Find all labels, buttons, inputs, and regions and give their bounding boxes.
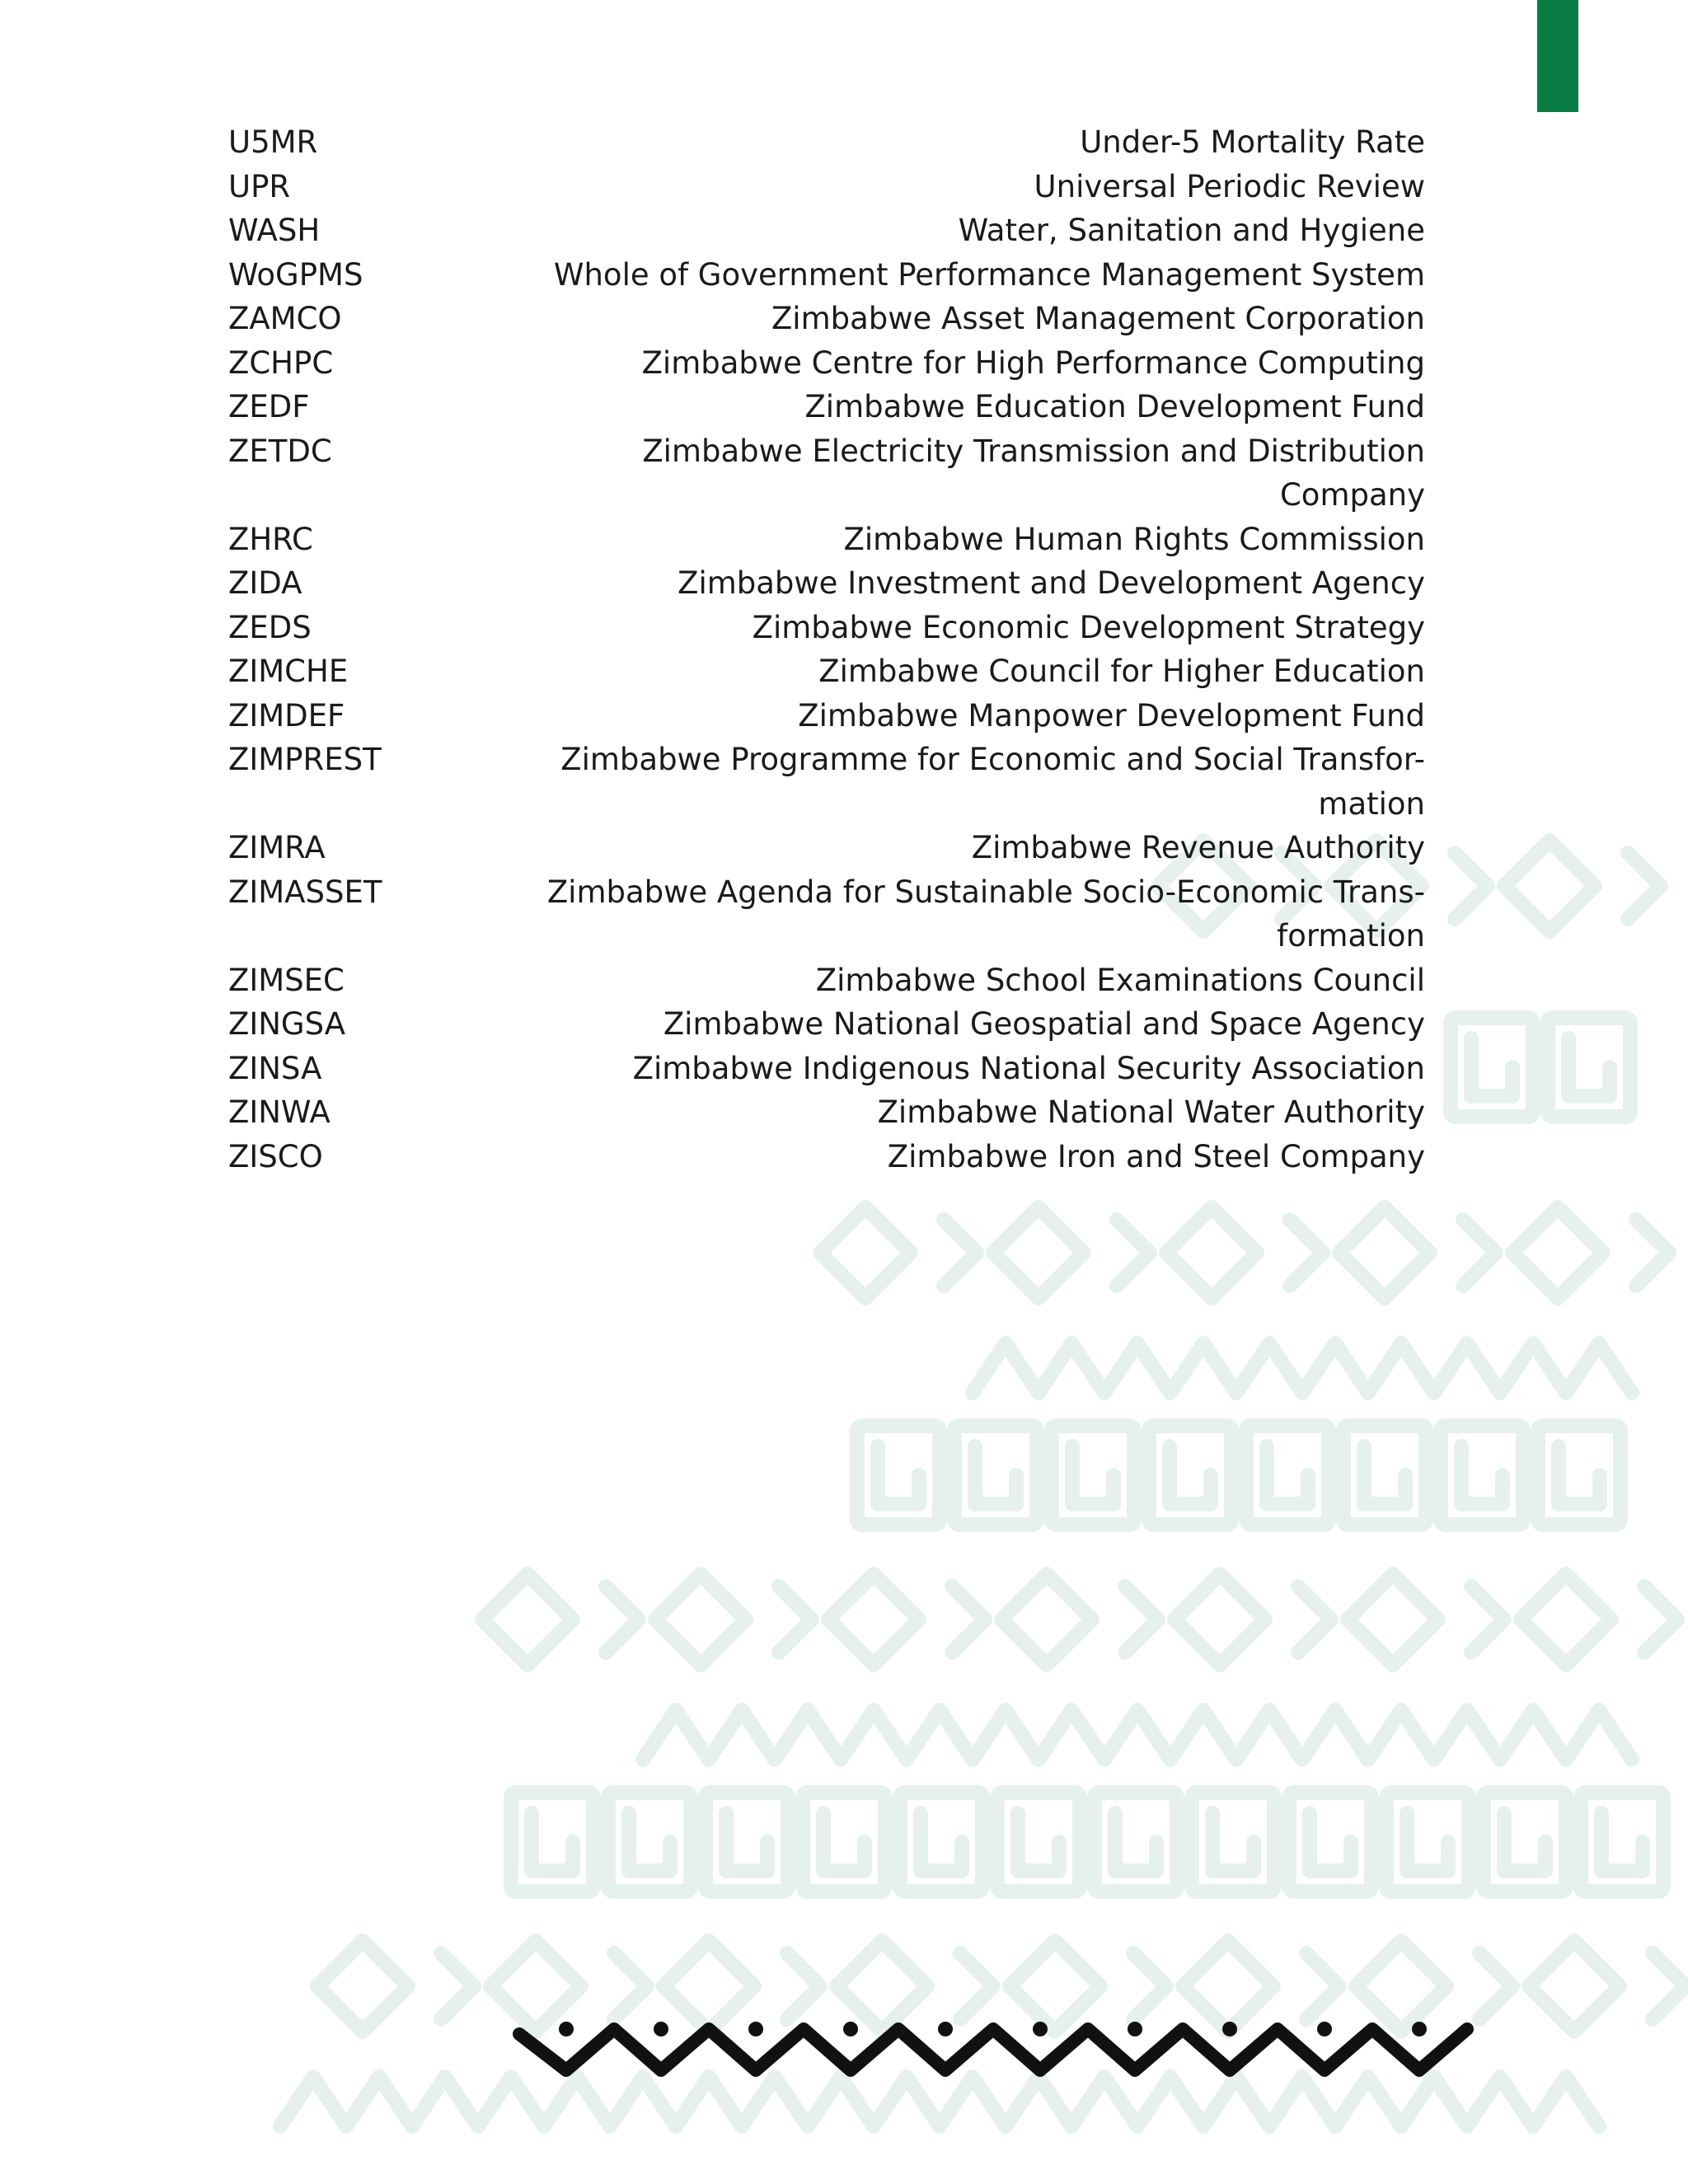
abbreviation: ZIMPREST [228, 742, 382, 777]
glossary-row [228, 1002, 1425, 1047]
abbreviation: ZEDF [228, 389, 310, 424]
green-corner-tab [1537, 0, 1578, 112]
glossary-row [228, 694, 1425, 738]
glossary-row [228, 606, 1425, 650]
definition [525, 385, 1425, 429]
abbreviation: WASH [228, 213, 321, 248]
glossary-row [228, 738, 1425, 826]
glossary-row [228, 253, 1425, 298]
glossary-row [228, 429, 1425, 518]
abbreviation: ZIMASSET [228, 874, 382, 910]
abbreviation: ZIMRA [228, 830, 326, 865]
definition [525, 649, 1425, 694]
definition-line: Zimbabwe Electricity Transmission and Distribution [642, 433, 1425, 469]
abbreviation: ZHRC [228, 521, 313, 557]
definition-line: Zimbabwe Programme for Economic and Social Transfor- [560, 742, 1425, 777]
definition [525, 1002, 1425, 1047]
definition-line: Zimbabwe School Examinations Council [815, 962, 1425, 998]
glossary-row [228, 649, 1425, 694]
definition [525, 606, 1425, 650]
definition [525, 1047, 1425, 1091]
definition [525, 209, 1425, 253]
glossary-row [228, 1090, 1425, 1135]
definition-line: Universal Periodic Review [1034, 168, 1425, 204]
glossary-row [228, 561, 1425, 606]
abbreviation: WoGPMS [228, 256, 363, 293]
definition [525, 958, 1425, 1003]
glossary-row [228, 518, 1425, 562]
definition [525, 429, 1425, 518]
glossary-row [228, 385, 1425, 429]
definition-line: Zimbabwe Agenda for Sustainable Socio-Economic Trans- [546, 874, 1425, 910]
definition-line: formation [1277, 918, 1425, 954]
abbreviation: ZETDC [228, 433, 332, 469]
abbreviation: ZAMCO [228, 301, 342, 336]
definition [525, 738, 1425, 826]
abbreviation: ZISCO [228, 1138, 323, 1174]
definition-line: Zimbabwe Human Rights Commission [843, 521, 1425, 557]
glossary-row [228, 826, 1425, 870]
glossary-row [228, 165, 1425, 209]
glossary-row [228, 958, 1425, 1003]
definition-line: Zimbabwe Investment and Development Agency [678, 565, 1425, 601]
definition [525, 694, 1425, 738]
definition-line: Zimbabwe Manpower Development Fund [798, 697, 1425, 733]
abbreviation: ZINSA [228, 1050, 322, 1086]
definition-line: Zimbabwe Council for Higher Education [818, 654, 1425, 689]
abbreviation: ZINGSA [228, 1006, 346, 1042]
definition [525, 518, 1425, 562]
glossary-row [228, 341, 1425, 386]
definition [525, 1090, 1425, 1135]
glossary-row [228, 1135, 1425, 1179]
definition-line: Company [1279, 477, 1425, 513]
abbreviation: ZINWA [228, 1094, 331, 1130]
abbreviation: ZIMDEF [228, 697, 345, 733]
abbreviation: U5MR [228, 124, 318, 160]
definition [525, 253, 1425, 298]
abbreviation-list [228, 120, 1425, 1179]
definition-line: Under-5 Mortality Rate [1080, 124, 1425, 160]
glossary-row [228, 209, 1425, 253]
definition-line: Zimbabwe Asset Management Corporation [771, 301, 1425, 336]
glossary-row [228, 297, 1425, 341]
abbreviation: ZCHPC [228, 344, 334, 381]
definition-line: Zimbabwe Indigenous National Security Association [632, 1050, 1425, 1086]
abbreviation: ZIMCHE [228, 654, 349, 689]
definition-line: Zimbabwe Education Development Fund [804, 389, 1425, 424]
definition [525, 870, 1425, 958]
definition-line: Zimbabwe Centre for High Performance Computing [641, 344, 1425, 381]
definition-line: Zimbabwe National Geospatial and Space Agency [663, 1006, 1425, 1042]
abbreviation: ZIDA [228, 565, 302, 601]
definition-line: Zimbabwe Iron and Steel Company [887, 1138, 1425, 1174]
definition-line: Zimbabwe Economic Development Strategy [752, 609, 1425, 645]
abbreviation: ZEDS [228, 609, 312, 645]
glossary-row [228, 120, 1425, 165]
definition [525, 120, 1425, 165]
definition [525, 165, 1425, 209]
abbreviation: UPR [228, 168, 291, 204]
definition [525, 297, 1425, 341]
definition [525, 561, 1425, 606]
definition-line: Zimbabwe National Water Authority [877, 1094, 1425, 1130]
definition-line: Water, Sanitation and Hygiene [958, 213, 1425, 248]
definition [525, 341, 1425, 386]
decorative-border-motif [511, 2011, 1484, 2085]
definition [525, 826, 1425, 870]
glossary-row [228, 1047, 1425, 1091]
definition-line: Zimbabwe Revenue Authority [971, 830, 1425, 865]
definition-line: mation [1318, 785, 1425, 822]
abbreviation: ZIMSEC [228, 962, 345, 998]
definition [525, 1135, 1425, 1179]
definition-line: Whole of Government Performance Management System [553, 256, 1425, 293]
glossary-row [228, 870, 1425, 958]
